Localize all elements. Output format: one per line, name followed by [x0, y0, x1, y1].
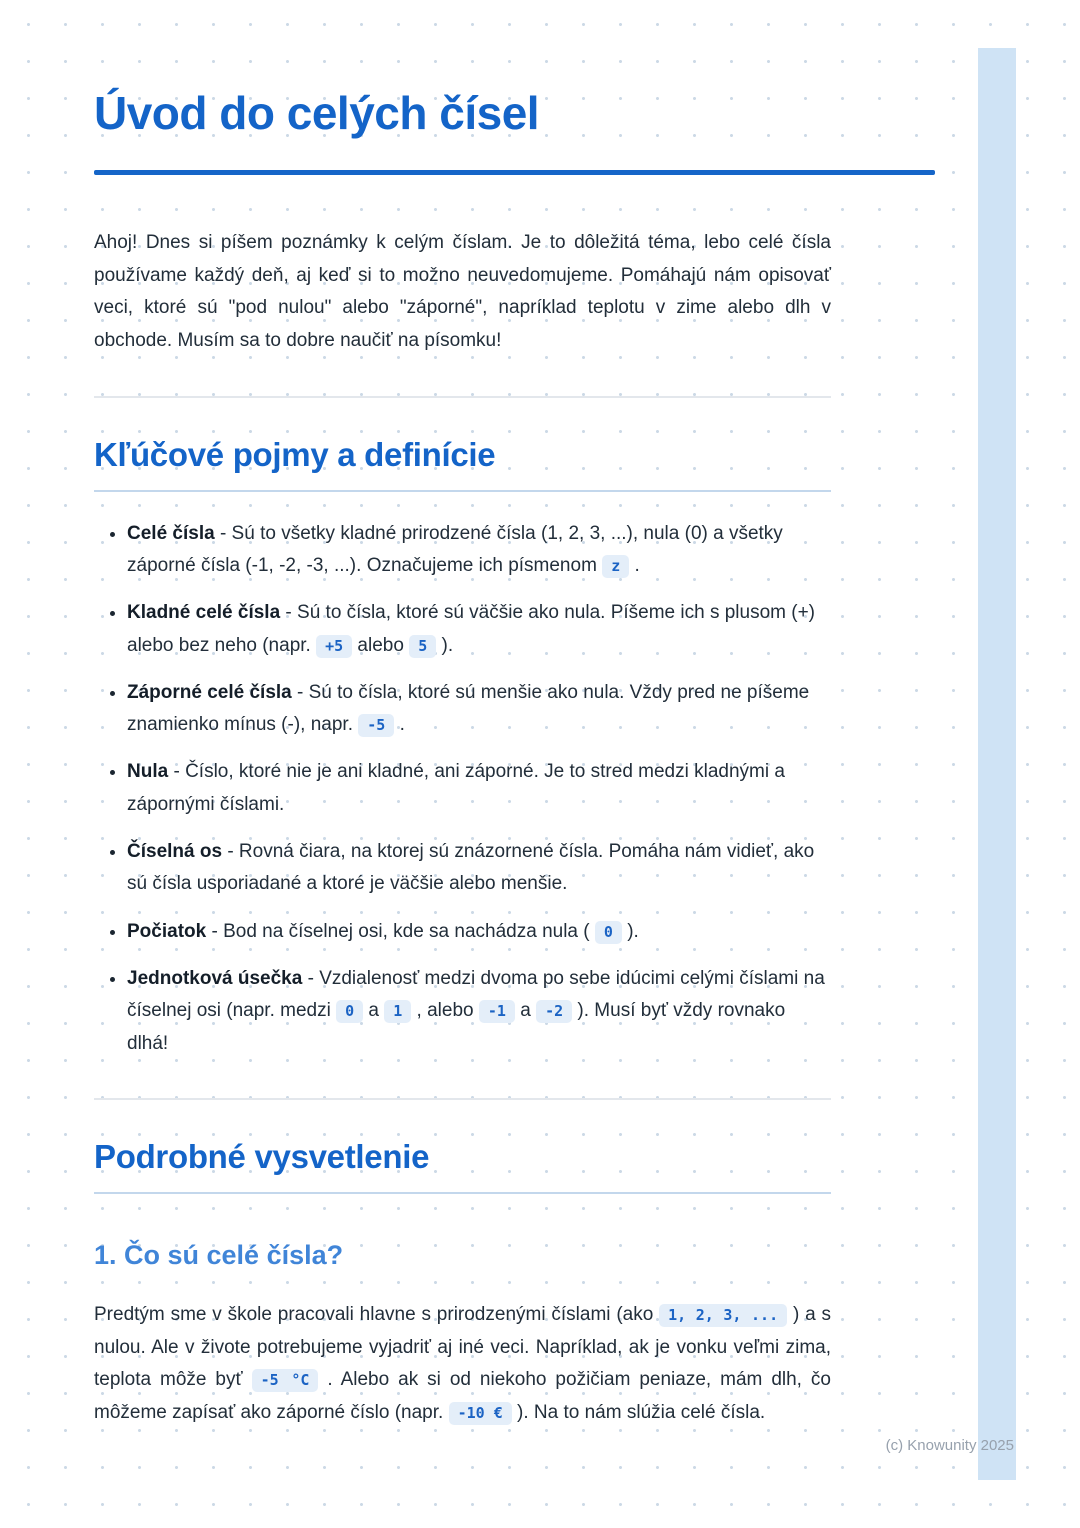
inline-code-chip: z [602, 555, 629, 578]
inline-code-chip: +5 [316, 635, 352, 658]
term-label: Počiatok [127, 920, 207, 942]
detailed-paragraph: Predtým sme v škole pracovali hlavne s prirodzenými číslami (ako 1, 2, 3, ... ) a s nulou. Ale v živote potrebujeme vyjadriť aj iné veci. Napríklad, ak je vonku veľmi zima, teplota môže byť -5 °C . Alebo ak si od niekoho požičiam peniaze, mám dlh, čo môžeme zapísať ako záporné číslo (napr. -10 € ). Na to nám slúžia celé čísla. [94, 1303, 831, 1423]
list-item-pociatok: • Počiatok - Bod na číselnej osi, kde sa nachádza nula ( 0 ). [127, 916, 831, 948]
term-label: Jednotková úsečka [127, 967, 303, 989]
list-item-jednotkova-usecka: • Jednotková úsečka - Vzdialenosť medzi dvoma po sebe idúcimi celými číslami na číselnej osi (napr. medzi 0 a 1 , alebo -1 a -2 ). Musí byť vždy rovnako dlhá! [127, 963, 831, 1060]
section-heading-key-terms: Kľúčové pojmy a definície [94, 436, 831, 492]
intro-paragraph: Ahoj! Dnes si píšem poznámky k celým číslam. Je to dôležitá téma, lebo celé čísla používame každý deň, aj keď si to možno neuvedomujeme. Pomáhajú nám opisovať veci, ktoré sú "pod nulou" alebo "záporné", napríklad teplotu v zime alebo dlh v obchode. Musím sa to dobre naučiť na písomku! [94, 232, 831, 352]
list-item-nula: • Nula - Číslo, ktoré nie je ani kladné, ani záporné. Je to stred medzi kladnými a zápornými číslami. [127, 756, 831, 821]
inline-code-chip: 0 [336, 1000, 363, 1023]
term-label: Číselná os [127, 841, 223, 863]
key-terms-list [94, 518, 831, 1060]
inline-code-chip: -5 °C [252, 1369, 319, 1392]
term-label: Kladné celé čísla [127, 602, 281, 624]
notes-document [94, 0, 939, 1430]
inline-code-chip: 0 [595, 921, 622, 944]
inline-code-chip: -2 [536, 1000, 572, 1023]
inline-code-chip: -10 € [449, 1402, 512, 1425]
page-title: Úvod do celých čísel [94, 87, 540, 139]
list-item-kladne-cele-cisla: • Kladné celé čísla - Sú to čísla, ktoré sú väčšie ako nula. Píšeme ich s plusom (+) alebo bez neho (napr. +5 alebo 5 ). [127, 597, 831, 662]
inline-code-chip: 1, 2, 3, ... [659, 1304, 787, 1327]
inline-code-chip: -1 [479, 1000, 515, 1023]
term-label: Nula [127, 761, 169, 783]
section-heading-detailed: Podrobné vysvetlenie [94, 1138, 831, 1194]
section-divider [94, 1098, 831, 1100]
list-item-ciselna-os: • Číselná os - Rovná čiara, na ktorej sú znázornené čísla. Pomáha nám vidieť, ako sú čísla usporiadané a ktoré je väčšie alebo menšie. [127, 836, 831, 901]
list-item-cele-cisla: • Celé čísla - Sú to všetky kladné prirodzené čísla (1, 2, 3, ...), nula (0) a všetky záporné čísla (-1, -2, -3, ...). Označujeme ich písmenom z . [127, 518, 831, 583]
inline-code-chip: 1 [384, 1000, 411, 1023]
section-divider [94, 396, 831, 398]
decorative-side-strip [978, 48, 1016, 1480]
copyright-notice: (c) Knowunity 2025 [885, 1437, 1014, 1454]
title-underline-rule [94, 170, 935, 175]
term-label: Záporné celé čísla [127, 681, 292, 703]
subsection-heading-what-are-integers: 1. Čo sú celé čísla? [94, 1239, 344, 1270]
term-label: Celé čísla [127, 522, 215, 544]
inline-code-chip: 5 [409, 635, 436, 658]
list-item-zaporne-cele-cisla: • Záporné celé čísla - Sú to čísla, ktoré sú menšie ako nula. Vždy pred ne píšeme znamienko mínus (-), napr. -5 . [127, 677, 831, 742]
inline-code-chip: -5 [358, 714, 394, 737]
